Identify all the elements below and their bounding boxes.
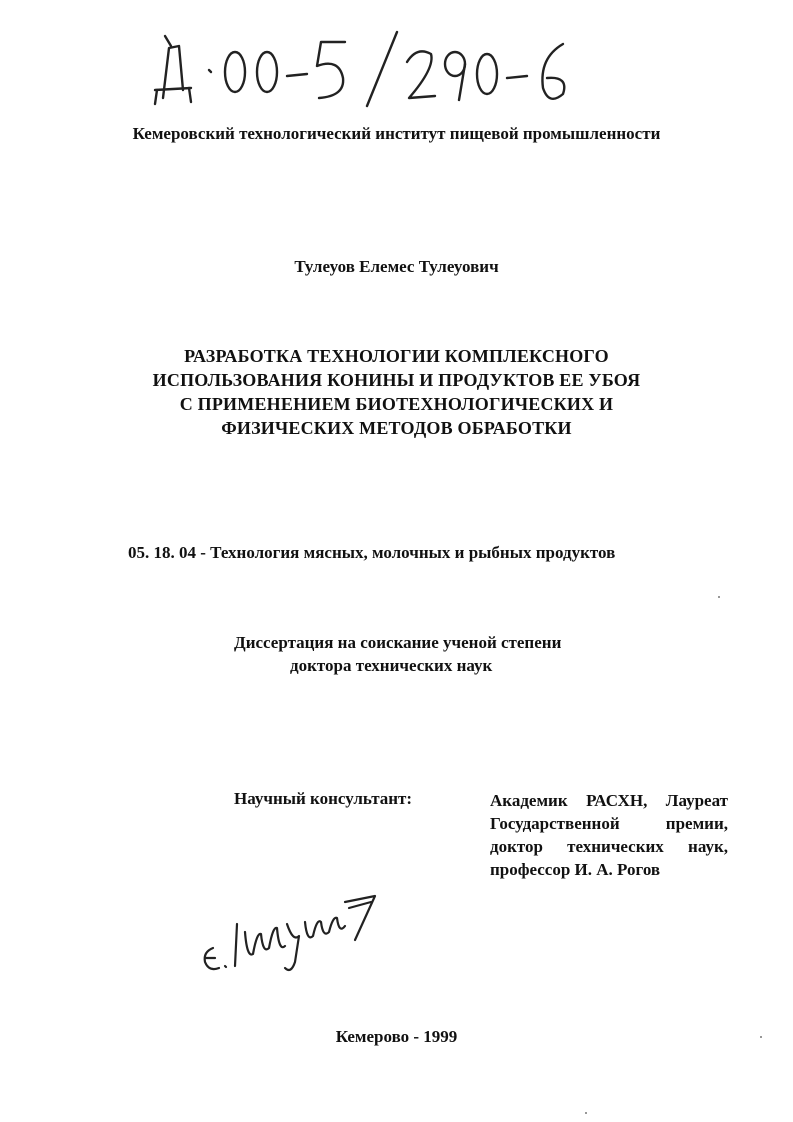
title-line: ИСПОЛЬЗОВАНИЯ КОНИНЫ И ПРОДУКТОВ ЕЕ УБОЯ [152, 370, 641, 390]
consultant-line: профессор И. А. Рогов [490, 860, 661, 879]
title-line: ФИЗИЧЕСКИХ МЕТОДОВ ОБРАБОТКИ [221, 418, 572, 438]
degree-line: Диссертация на соискание ученой степени [234, 633, 562, 652]
consultant-line: доктор технических наук, [490, 837, 728, 856]
scan-speck [718, 596, 720, 598]
title-line: С ПРИМЕНЕНИЕМ БИОТЕХНОЛОГИЧЕСКИХ И [179, 394, 614, 414]
city-and-year: Кемерово - 1999 [335, 1027, 458, 1046]
consultant-line: Академик РАСХН, Лауреат [490, 791, 728, 810]
consultant-info [490, 789, 728, 881]
consultant-line: Государственной премии, [490, 814, 728, 833]
degree-statement [234, 631, 594, 677]
institute-name: Кемеровский технологический институт пищевой промышленности [132, 124, 661, 143]
scan-speck [585, 1112, 587, 1114]
consultant-label: Научный консультант: [234, 789, 413, 808]
handwritten-catalog-number [135, 28, 605, 108]
author-name: Тулеуов Елемес Тулеуович [294, 257, 499, 276]
degree-line: доктора технических наук [290, 656, 493, 675]
author-signature [195, 862, 395, 982]
dissertation-title [0, 344, 793, 440]
scan-speck [760, 1036, 762, 1038]
title-line: РАЗРАБОТКА ТЕХНОЛОГИИ КОМПЛЕКСНОГО [184, 346, 609, 366]
specialty-code: 05. 18. 04 - Технология мясных, молочных и рыбных продуктов [128, 543, 616, 562]
